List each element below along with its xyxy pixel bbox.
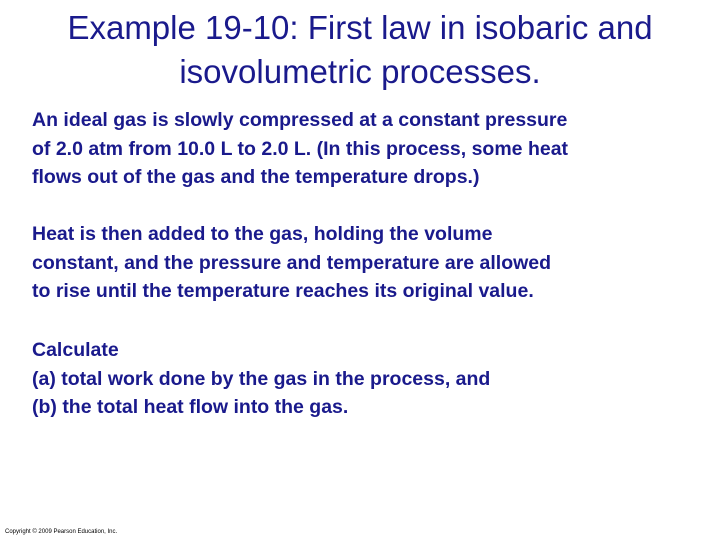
calculate-paragraph xyxy=(32,336,712,422)
paragraph-2-line-1: Heat is then added to the gas, holding the volume xyxy=(32,223,493,245)
paragraph-1-line-3: flows out of the gas and the temperature drops.) xyxy=(32,166,480,188)
slide-title-line-2: isovolumetric processes. xyxy=(179,53,541,90)
paragraph-2-line-3: to rise until the temperature reaches its original value. xyxy=(32,280,534,302)
copyright-footer: Copyright © 2009 Pearson Education, Inc. xyxy=(5,529,118,535)
paragraph-3-line-3: (b) the total heat flow into the gas. xyxy=(32,396,349,418)
paragraph-1-line-1: An ideal gas is slowly compressed at a constant pressure xyxy=(32,109,568,131)
paragraph-3-line-2: (a) total work done by the gas in the process, and xyxy=(32,367,491,390)
slide-title-line-1: Example 19-10: First law in isobaric and xyxy=(67,9,653,46)
paragraph-1-line-2: of 2.0 atm from 10.0 L to 2.0 L. (In this process, some heat xyxy=(32,137,569,160)
paragraph-2-line-2: constant, and the pressure and temperature are allowed xyxy=(32,251,552,274)
slide-title xyxy=(0,6,720,94)
problem-statement-paragraph xyxy=(32,106,712,192)
heating-process-paragraph xyxy=(32,220,712,306)
paragraph-3-line-1: Calculate xyxy=(32,339,119,361)
